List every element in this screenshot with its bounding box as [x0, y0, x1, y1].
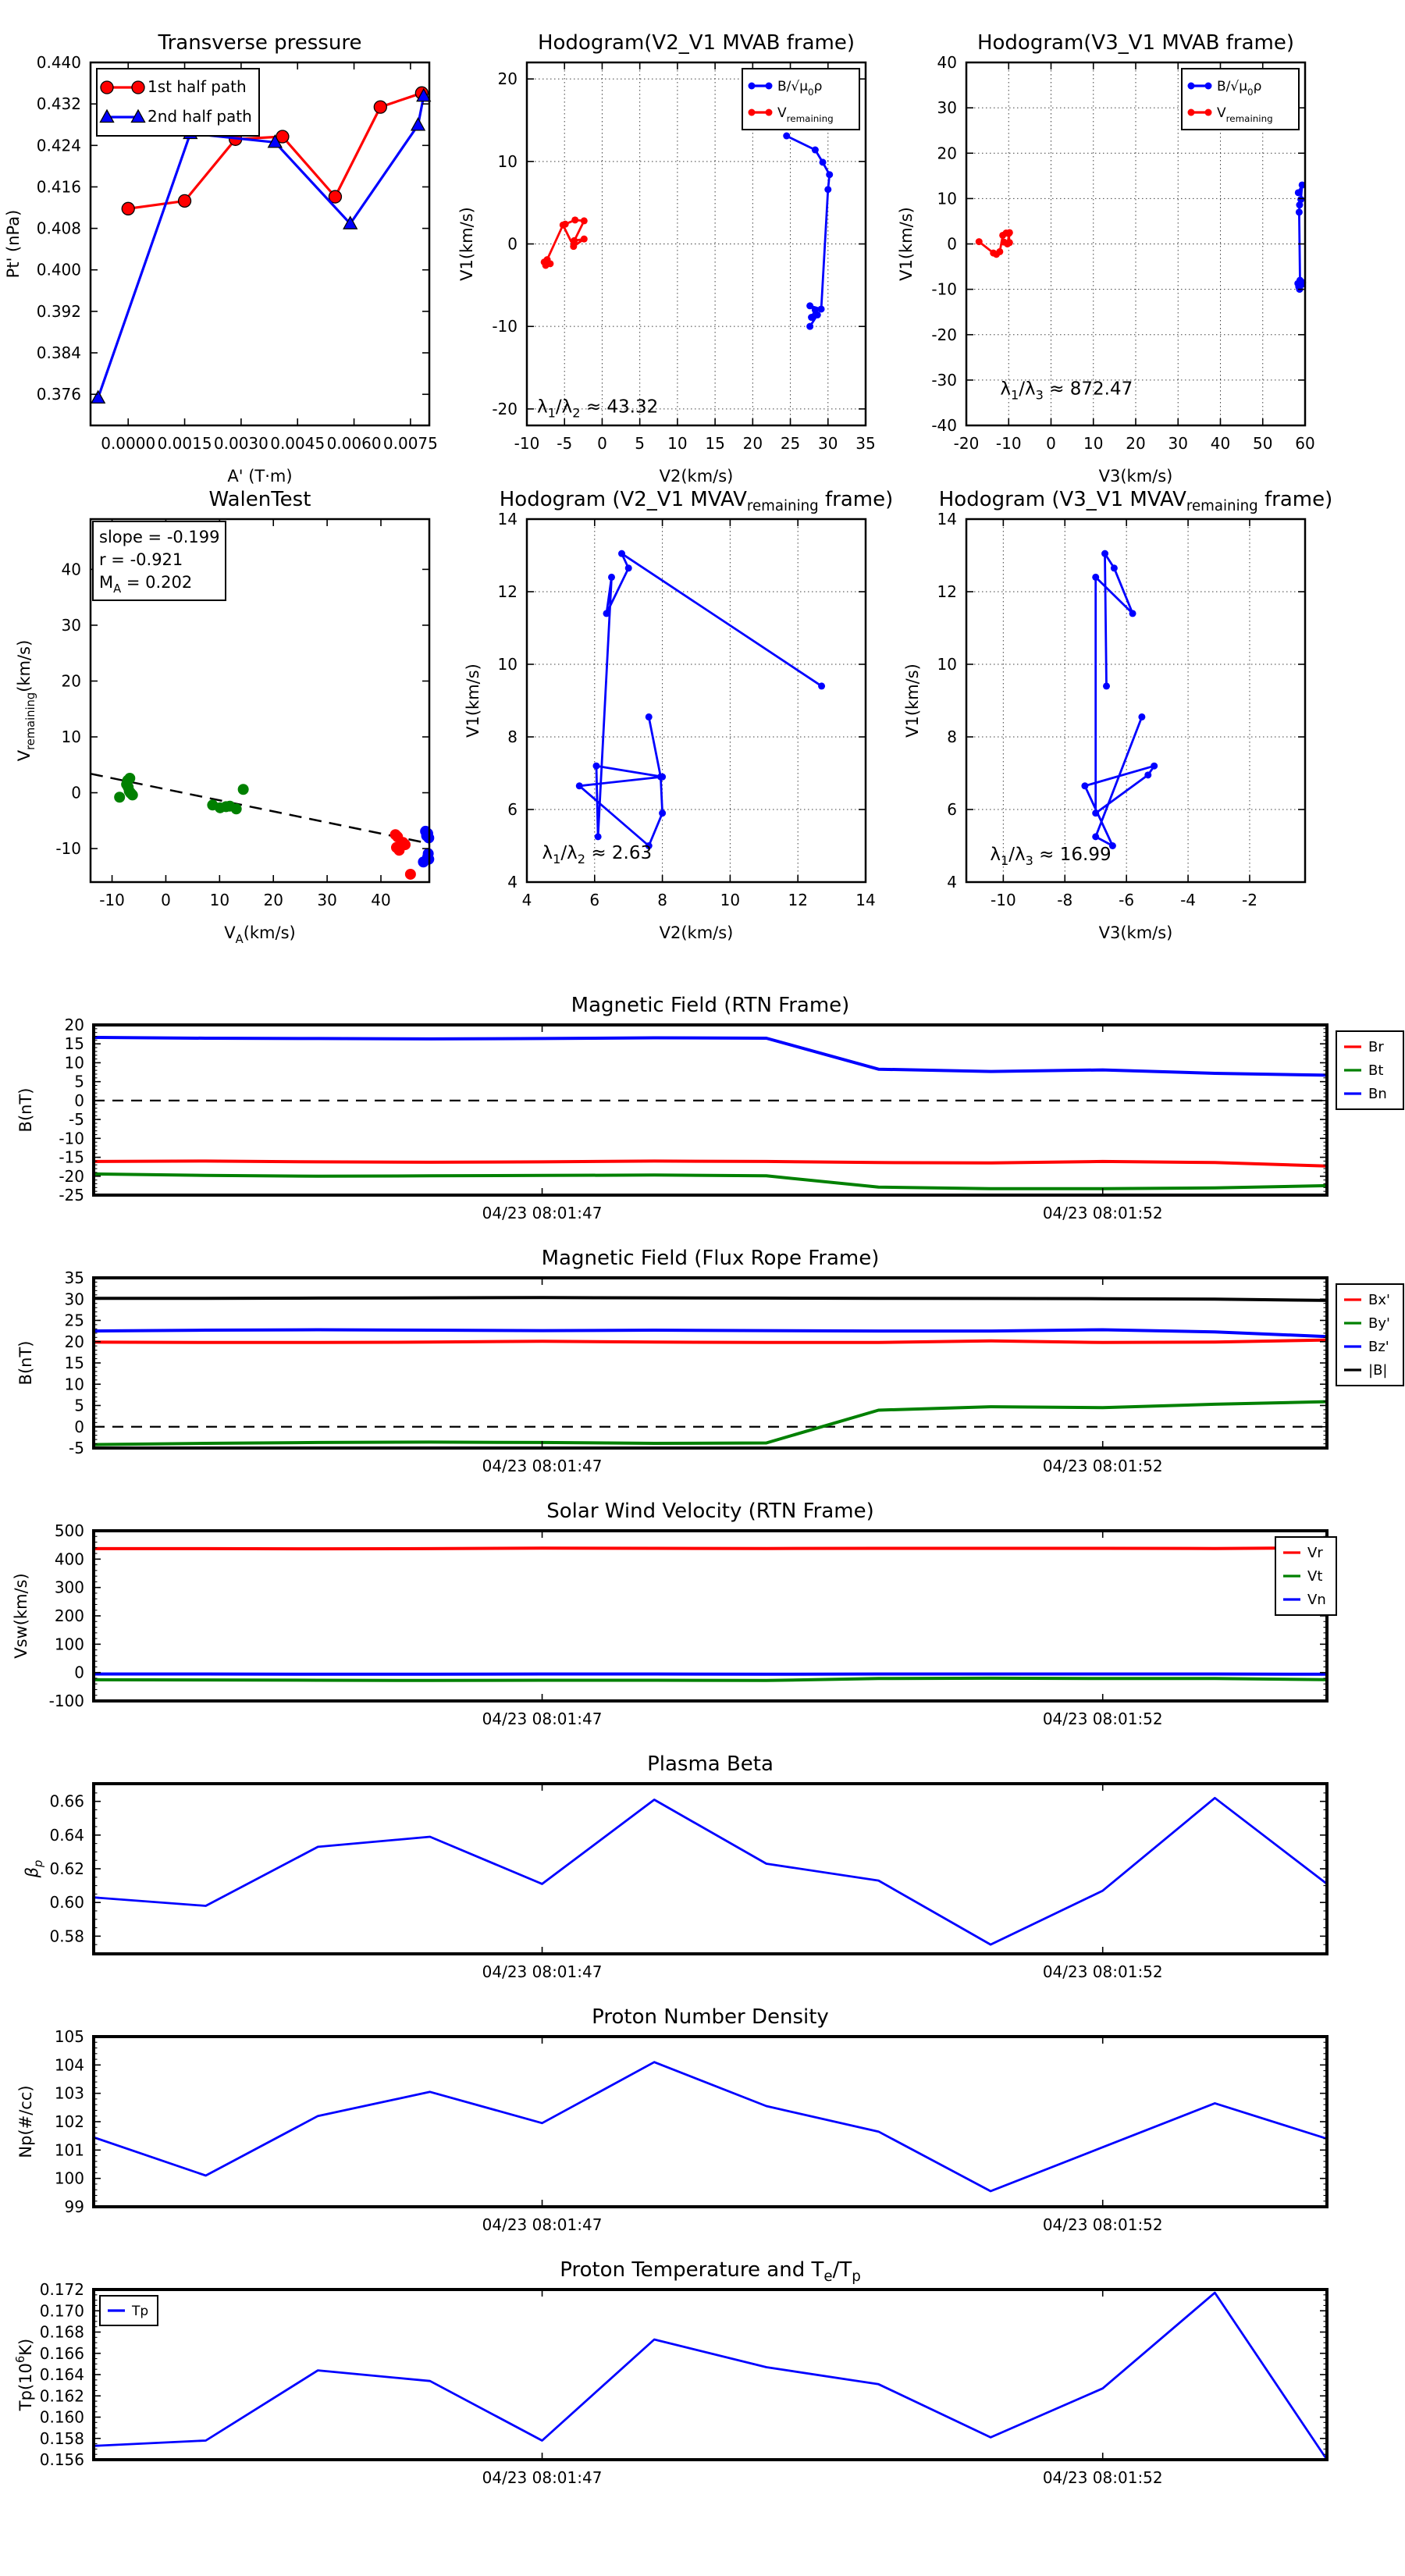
annotation: $\lambda_1/\lambda_3 \approx 872.47$: [1000, 379, 1133, 403]
x-tick-label: 04/23 08:01:52: [1042, 1962, 1163, 1981]
y-tick-label: 20: [61, 671, 81, 691]
plot-title: Hodogram(V2_V1 MVAB frame): [537, 31, 855, 55]
marker-dot: [1111, 564, 1118, 571]
marker-dot: [405, 869, 416, 880]
marker-dot: [114, 792, 125, 802]
y-tick-label: 0: [71, 783, 81, 802]
x-tick-label: 40: [1210, 434, 1231, 453]
x-tick-label: 12: [788, 891, 808, 909]
x-tick-label: 10: [209, 891, 230, 909]
legend: [1275, 1537, 1336, 1615]
x-tick-label: -8: [1057, 891, 1073, 909]
legend-label: Bx': [1368, 1292, 1390, 1308]
y-tick-label: 10: [497, 151, 518, 171]
x-tick-label: 04/23 08:01:52: [1042, 2215, 1163, 2234]
y-tick-label: -5: [69, 1439, 84, 1457]
y-tick-label: 30: [64, 1290, 84, 1309]
y-tick-label: 0: [74, 1091, 84, 1110]
y-tick-label: 0.408: [36, 219, 81, 238]
x-tick-label: -10: [514, 434, 540, 453]
y-tick-label: 10: [64, 1375, 84, 1394]
marker-circle: [179, 194, 191, 207]
y-tick-label: 20: [64, 1332, 84, 1351]
y-tick-label: 10: [937, 655, 957, 674]
marker-dot: [571, 216, 578, 223]
y-axis-label: $Tp(10^6K)$: [14, 2338, 35, 2411]
x-tick-label: -10: [995, 434, 1022, 453]
y-tick-label: 0.170: [39, 2301, 84, 2321]
y-tick-label: 0.384: [36, 343, 81, 362]
marker-dot: [766, 109, 773, 116]
legend-label: $V_{remaining}$: [1217, 105, 1273, 124]
y-tick-label: 30: [61, 615, 81, 635]
legend-label: Bn: [1368, 1086, 1387, 1102]
x-tick-label: -5: [557, 434, 573, 453]
legend: [1182, 69, 1299, 130]
plot-title: WalenTest: [208, 488, 311, 511]
x-tick-label: 15: [705, 434, 725, 453]
marker-dot: [576, 782, 583, 789]
marker-dot: [976, 238, 983, 245]
legend: [97, 69, 259, 136]
x-axis-label: V3(km/s): [1098, 467, 1173, 486]
y-tick-label: 30: [937, 98, 957, 118]
y-tick-label: 0.424: [36, 136, 81, 155]
marker-dot: [824, 186, 831, 193]
marker-dot: [1188, 83, 1195, 90]
marker-dot: [996, 248, 1003, 255]
y-tick-label: 0: [74, 1663, 84, 1682]
y-axis-label: Pt' (nPa): [4, 209, 23, 279]
marker-dot: [423, 849, 434, 859]
y-tick-label: 5: [74, 1396, 84, 1415]
x-tick-label: 30: [317, 891, 337, 909]
stats-line: r = -0.921: [99, 550, 183, 569]
legend: [1336, 1031, 1403, 1109]
marker-dot: [659, 809, 666, 817]
y-tick-label: 0.156: [39, 2450, 84, 2469]
y-tick-label: 104: [54, 2055, 84, 2075]
marker-dot: [646, 713, 653, 720]
x-tick-label: 50: [1253, 434, 1273, 453]
y-tick-label: 0: [507, 234, 518, 254]
y-tick-label: 0.64: [49, 1825, 84, 1845]
marker-dot: [818, 682, 825, 689]
y-tick-label: 35: [64, 1268, 84, 1287]
plot-title: Magnetic Field (Flux Rope Frame): [541, 1247, 880, 1270]
x-tick-label: -20: [953, 434, 980, 453]
legend-label: 2nd half path: [148, 107, 252, 126]
y-tick-label: 200: [54, 1606, 84, 1625]
marker-dot: [608, 574, 615, 581]
x-tick-label: -4: [1180, 891, 1197, 909]
y-tick-label: 20: [64, 1016, 84, 1034]
x-tick-label: 8: [657, 891, 667, 909]
marker-dot: [560, 222, 567, 229]
marker-dot: [1296, 208, 1303, 215]
y-axis-label: $\beta_p$: [23, 1859, 45, 1878]
x-tick-label: 0.0075: [382, 434, 438, 453]
x-tick-label: 30: [1168, 434, 1188, 453]
y-tick-label: -100: [48, 1692, 84, 1710]
y-tick-label: 0.60: [49, 1893, 84, 1912]
y-tick-label: 103: [54, 2083, 84, 2103]
y-axis-label: $V_{remaining}(km/s)$: [15, 639, 37, 762]
marker-dot: [1101, 550, 1108, 557]
y-tick-label: 15: [64, 1034, 84, 1054]
y-tick-label: 0.164: [39, 2365, 84, 2384]
marker-dot: [1006, 239, 1013, 246]
x-axis-label: V3(km/s): [1098, 923, 1173, 942]
y-tick-label: 10: [61, 728, 81, 746]
marker-dot: [400, 839, 411, 850]
y-tick-label: -5: [69, 1110, 84, 1130]
y-tick-label: 100: [54, 1635, 84, 1654]
marker-dot: [1138, 713, 1145, 720]
y-tick-label: -20: [931, 325, 957, 344]
x-tick-label: 04/23 08:01:52: [1042, 1457, 1163, 1475]
plot-title: Hodogram (V2_V1 $MVAV_{remaining}$ frame): [499, 488, 894, 514]
x-tick-label: 04/23 08:01:52: [1042, 1204, 1163, 1222]
y-tick-label: 0.160: [39, 2407, 84, 2427]
y-tick-label: 10: [937, 189, 957, 208]
marker-dot: [1005, 230, 1012, 237]
marker-dot: [581, 217, 588, 224]
marker-dot: [592, 763, 599, 770]
y-tick-label: -10: [492, 317, 518, 336]
x-axis-label: A' (T·m): [227, 467, 293, 486]
y-tick-label: 0.166: [39, 2343, 84, 2363]
y-tick-label: 8: [947, 728, 957, 746]
y-tick-label: 5: [74, 1072, 84, 1091]
marker-dot: [125, 788, 136, 799]
y-axis-label: Np(#/cc): [16, 2085, 35, 2158]
x-tick-label: 20: [1126, 434, 1146, 453]
y-tick-label: -25: [59, 1186, 84, 1204]
y-tick-label: 15: [64, 1354, 84, 1372]
plot-title: Proton Number Density: [592, 2005, 829, 2029]
y-tick-label: -10: [931, 279, 957, 299]
x-tick-label: 30: [818, 434, 838, 453]
marker-dot: [783, 133, 790, 140]
y-tick-label: 500: [54, 1521, 84, 1540]
y-tick-label: 25: [64, 1311, 84, 1330]
x-tick-label: 14: [855, 891, 876, 909]
legend-label: Vn: [1307, 1592, 1326, 1608]
y-tick-label: 12: [937, 582, 957, 601]
legend-label: By': [1368, 1315, 1390, 1332]
y-tick-label: -20: [492, 399, 518, 418]
x-tick-label: 04/23 08:01:52: [1042, 2468, 1163, 2487]
x-tick-label: -6: [1119, 891, 1135, 909]
y-axis-label: V1(km/s): [903, 664, 922, 738]
y-tick-label: 0.66: [49, 1791, 84, 1811]
x-tick-label: 60: [1295, 434, 1315, 453]
y-tick-label: -10: [59, 1129, 84, 1148]
x-tick-label: 0.0060: [326, 434, 382, 453]
x-tick-label: 0: [161, 891, 171, 909]
marker-circle: [374, 101, 386, 113]
marker-dot: [1129, 610, 1136, 617]
legend: [100, 2296, 158, 2325]
marker-dot: [1188, 109, 1195, 116]
x-tick-label: 04/23 08:01:47: [482, 1962, 603, 1981]
marker-dot: [542, 262, 550, 269]
x-tick-label: 04/23 08:01:47: [482, 2468, 603, 2487]
y-tick-label: 0.400: [36, 260, 81, 279]
marker-dot: [231, 803, 242, 814]
y-tick-label: 0.158: [39, 2428, 84, 2448]
marker-dot: [1103, 682, 1110, 689]
y-tick-label: -10: [55, 839, 81, 859]
y-tick-label: 0.172: [39, 2280, 84, 2299]
y-tick-label: 0.168: [39, 2322, 84, 2342]
annotation: $\lambda_1/\lambda_2 \approx 43.32$: [537, 397, 659, 421]
marker-dot: [422, 831, 432, 841]
y-tick-label: 8: [507, 728, 518, 746]
marker-circle: [122, 202, 134, 215]
y-tick-label: 0.440: [36, 53, 81, 72]
y-tick-label: -20: [59, 1166, 84, 1186]
x-tick-label: 04/23 08:01:47: [482, 1204, 603, 1222]
x-axis-label: $V_A(km/s)$: [224, 923, 296, 946]
x-tick-label: 0.0030: [213, 434, 269, 453]
y-tick-label: 10: [497, 655, 518, 674]
marker-dot: [749, 109, 756, 116]
marker-dot: [1092, 574, 1099, 581]
marker-dot: [1092, 809, 1099, 817]
marker-dot: [749, 83, 756, 90]
y-tick-label: 0.432: [36, 94, 81, 114]
legend-label: $B/√\mu_0\rho$: [1217, 79, 1262, 98]
x-tick-label: 10: [667, 434, 688, 453]
y-axis-label: B(nT): [16, 1087, 35, 1133]
x-tick-label: 0.0000: [101, 434, 156, 453]
legend-label: 1st half path: [148, 77, 247, 96]
stats-box: [93, 521, 226, 600]
y-tick-label: 0.58: [49, 1927, 84, 1946]
y-tick-label: -40: [931, 416, 957, 435]
marker-dot: [1081, 782, 1088, 789]
x-axis-label: V2(km/s): [659, 467, 734, 486]
marker-dot: [818, 305, 825, 312]
x-tick-label: 40: [371, 891, 391, 909]
y-tick-label: 0: [74, 1417, 84, 1436]
y-tick-label: 0.416: [36, 177, 81, 197]
x-tick-label: 04/23 08:01:47: [482, 2215, 603, 2234]
x-tick-label: 10: [1083, 434, 1104, 453]
legend-label: Br: [1368, 1039, 1384, 1055]
y-tick-label: 0.62: [49, 1859, 84, 1878]
x-tick-label: -2: [1242, 891, 1257, 909]
y-axis-label: V1(km/s): [464, 664, 482, 738]
y-tick-label: 20: [497, 69, 518, 89]
marker-dot: [1144, 771, 1151, 778]
series-vr: [94, 1548, 1327, 1549]
y-tick-label: 6: [947, 800, 957, 819]
legend-label: $B/√\mu_0\rho$: [777, 79, 823, 98]
x-tick-label: 4: [521, 891, 532, 909]
y-tick-label: 99: [64, 2197, 84, 2216]
x-tick-label: 0: [597, 434, 607, 453]
x-tick-label: 0: [1046, 434, 1056, 453]
stats-line: slope = -0.199: [99, 528, 220, 546]
x-tick-label: 20: [263, 891, 283, 909]
y-tick-label: 105: [54, 2027, 84, 2046]
y-tick-label: 0.376: [36, 385, 81, 404]
legend-label: Bt: [1368, 1062, 1384, 1079]
x-tick-label: 04/23 08:01:47: [482, 1457, 603, 1475]
y-tick-label: -15: [59, 1147, 84, 1167]
marker-dot: [603, 610, 610, 617]
plot-title: Proton Temperature and $T_e/T_p$: [560, 2258, 861, 2285]
marker-dot: [826, 171, 833, 178]
marker-dot: [595, 833, 602, 840]
marker-circle: [101, 81, 113, 94]
y-tick-label: 4: [507, 873, 518, 891]
legend-label: Bz': [1368, 1339, 1389, 1355]
x-tick-label: -10: [99, 891, 125, 909]
y-tick-label: 14: [937, 510, 957, 528]
legend-label: Tp: [132, 2304, 149, 2319]
marker-dot: [1296, 201, 1303, 208]
x-tick-label: 0.0045: [270, 434, 325, 453]
x-tick-label: 35: [855, 434, 876, 453]
marker-dot: [1205, 83, 1212, 90]
marker-dot: [808, 314, 815, 321]
y-tick-label: 14: [497, 510, 518, 528]
marker-dot: [1092, 833, 1099, 840]
y-tick-label: 10: [64, 1053, 84, 1073]
legend-label: $V_{remaining}$: [777, 105, 834, 124]
x-axis-label: V2(km/s): [659, 923, 734, 942]
marker-dot: [238, 784, 249, 795]
marker-dot: [766, 83, 773, 90]
y-tick-label: 6: [507, 800, 518, 819]
y-axis-label: Vsw(km/s): [12, 1573, 30, 1659]
plot-title: Hodogram(V3_V1 MVAB frame): [976, 31, 1295, 55]
stats-line: $M_A = 0.202$: [99, 573, 193, 596]
marker-dot: [820, 158, 827, 165]
plot-title: Solar Wind Velocity (RTN Frame): [546, 1500, 874, 1523]
y-tick-label: 20: [937, 144, 957, 163]
y-tick-label: 0.392: [36, 301, 81, 321]
y-axis-label: V1(km/s): [897, 207, 916, 281]
x-tick-label: 6: [589, 891, 600, 909]
marker-dot: [1151, 763, 1158, 770]
y-tick-label: 0.162: [39, 2386, 84, 2406]
plot-title: Hodogram (V3_V1 $MVAV_{remaining}$ frame): [938, 488, 1333, 514]
legend: [742, 69, 859, 130]
x-tick-label: 20: [742, 434, 763, 453]
y-tick-label: 300: [54, 1578, 84, 1597]
marker-dot: [812, 147, 819, 154]
marker-dot: [618, 550, 625, 557]
legend-label: |B|: [1368, 1362, 1388, 1379]
marker-dot: [1205, 109, 1212, 116]
marker-dot: [1295, 189, 1302, 196]
y-tick-label: 4: [947, 873, 957, 891]
legend-label: Vr: [1307, 1545, 1323, 1561]
marker-dot: [570, 243, 577, 250]
marker-circle: [132, 81, 144, 94]
plot-title: Transverse pressure: [158, 31, 362, 55]
legend: [1336, 1284, 1403, 1386]
x-tick-label: 0.0015: [157, 434, 212, 453]
plot-title: Plasma Beta: [647, 1752, 774, 1776]
marker-dot: [806, 323, 813, 330]
annotation: $\lambda_1/\lambda_2 \approx 2.63$: [542, 842, 653, 866]
y-axis-label: B(nT): [16, 1340, 35, 1386]
y-tick-label: 102: [54, 2112, 84, 2131]
y-tick-label: 0: [947, 234, 957, 254]
marker-dot: [581, 236, 588, 243]
y-tick-label: 100: [54, 2169, 84, 2188]
y-tick-label: 12: [497, 582, 518, 601]
x-tick-label: -10: [991, 891, 1016, 909]
x-tick-label: 04/23 08:01:47: [482, 1710, 603, 1728]
annotation: $\lambda_1/\lambda_3 \approx 16.99$: [990, 845, 1112, 869]
marker-dot: [625, 564, 632, 571]
x-tick-label: 04/23 08:01:52: [1042, 1710, 1163, 1728]
y-tick-label: 40: [61, 560, 81, 579]
y-tick-label: 101: [54, 2140, 84, 2160]
y-axis-label: V1(km/s): [457, 207, 476, 281]
y-tick-label: 40: [937, 53, 957, 72]
x-tick-label: 5: [635, 434, 646, 453]
marker-dot: [657, 774, 664, 781]
y-tick-label: -30: [931, 370, 957, 390]
x-tick-label: 25: [780, 434, 801, 453]
legend-label: Vt: [1307, 1568, 1323, 1585]
y-tick-label: 400: [54, 1550, 84, 1569]
marker-dot: [814, 311, 821, 318]
plot-title: Magnetic Field (RTN Frame): [571, 994, 850, 1017]
x-tick-label: 10: [720, 891, 741, 909]
